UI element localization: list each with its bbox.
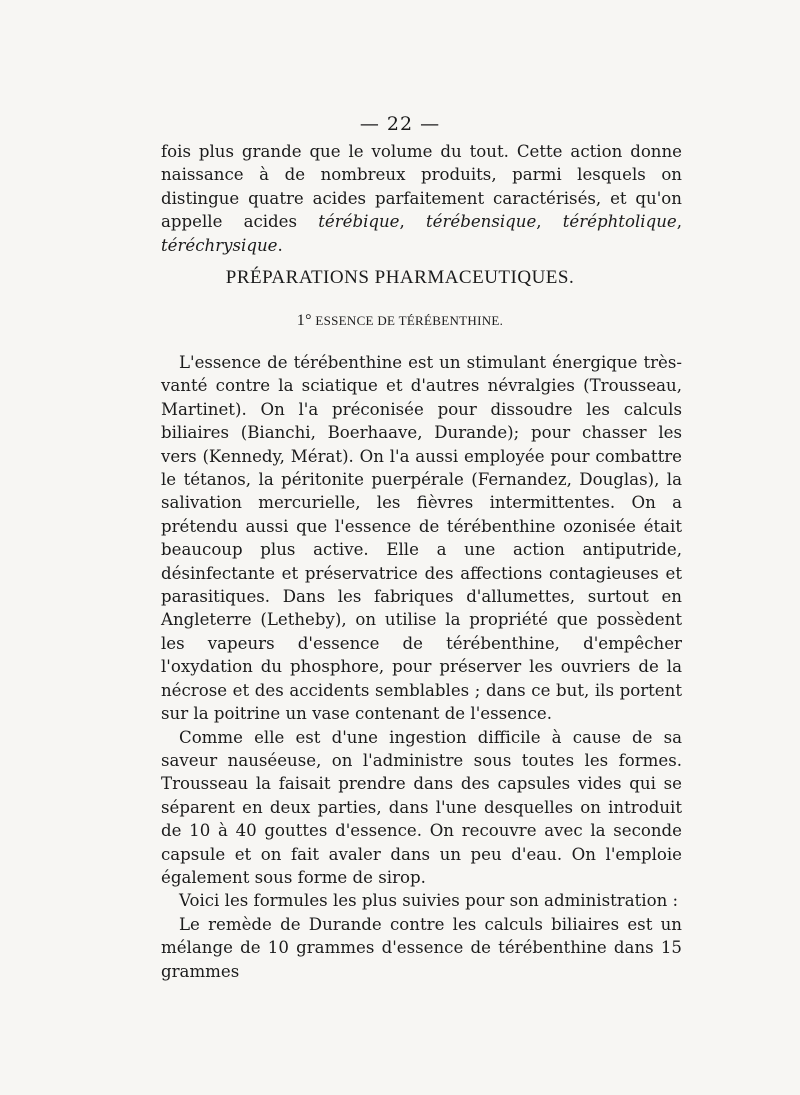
subsection-number: 1°: [296, 312, 312, 329]
paragraph-4: Le remède de Durande contre les calculs biliaires est un mélange de 10 grammes d'essence de térébenthine dans 15 grammes: [161, 914, 682, 981]
paragraph-1: L'essence de térébenthine est un stimulant énergique très-vanté contre la sciatique et d'autres névralgies (Trousseau, Martinet). On l'a préconisée pour dissoudre les calculs biliaires (Bianchi, Boerhaave, Durande); pour chasser les vers (Kennedy, Mérat). On l'a aussi employée pour combattre le tétanos, la péritonite puerpérale (Fernandez, Douglas), la salivation mercurielle, les fièvres intermittentes. On a prétendu aussi que l'essence de térébenthine ozonisée était beaucoup plus active. Elle a une action antiputride, désinfectante et préservatrice des affections contagieuses et parasitiques. Dans les fabriques d'allumettes, surtout en Angleterre (Letheby), on utilise la propriété que possèdent les vapeurs d'essence de térébenthine, d'empêcher l'oxydation du phosphore, pour préserver les ouvriers de la nécrose et des accidents semblables ; dans ce but, ils portent sur la poitrine un vase contenant de l'essence.: [161, 353, 682, 724]
separator: ,: [676, 212, 682, 232]
main-text: [161, 351, 682, 983]
paragraph-3: Voici les formules les plus suivies pour son administration :: [179, 891, 679, 911]
acid-terebique: térébique: [318, 212, 400, 232]
paragraph-2: Comme elle est d'une ingestion difficile à cause de sa saveur nauséeuse, on l'administre sous toutes les formes. Trousseau la faisait prendre dans des capsules vides qui se séparent en deux parties, dans l'une desquelles on introduit de 10 à 40 gouttes d'essence. On recouvre avec la seconde capsule et on fait avaler dans un peu d'eau. On l'emploie également sous forme de sirop.: [161, 727, 682, 887]
acid-terebensique: térébensique: [425, 212, 537, 232]
acid-terephtolique: téréphtolique: [562, 212, 677, 232]
subsection-title: [0, 312, 800, 330]
separator: ,: [536, 212, 563, 232]
subsection-label: ESSENCE DE TÉRÉBENTHINE.: [315, 313, 504, 328]
intro-text-body: fois plus grande que le volume du tout. Cette action donne naissance à de nombreux produits, parmi lesquels on distingue quatre acides parfaitement caractérisés, et qu'on appelle acides: [161, 142, 682, 232]
page-number: — 22 —: [359, 113, 441, 135]
intro-text: [161, 140, 682, 257]
intro-paragraph: [161, 140, 682, 257]
separator: ,: [399, 212, 426, 232]
acid-terechrysique: téréchrysique: [161, 235, 278, 255]
section-title: PRÉPARATIONS PHARMACEUTIQUES.: [225, 267, 575, 288]
sentence-end: .: [277, 235, 283, 255]
